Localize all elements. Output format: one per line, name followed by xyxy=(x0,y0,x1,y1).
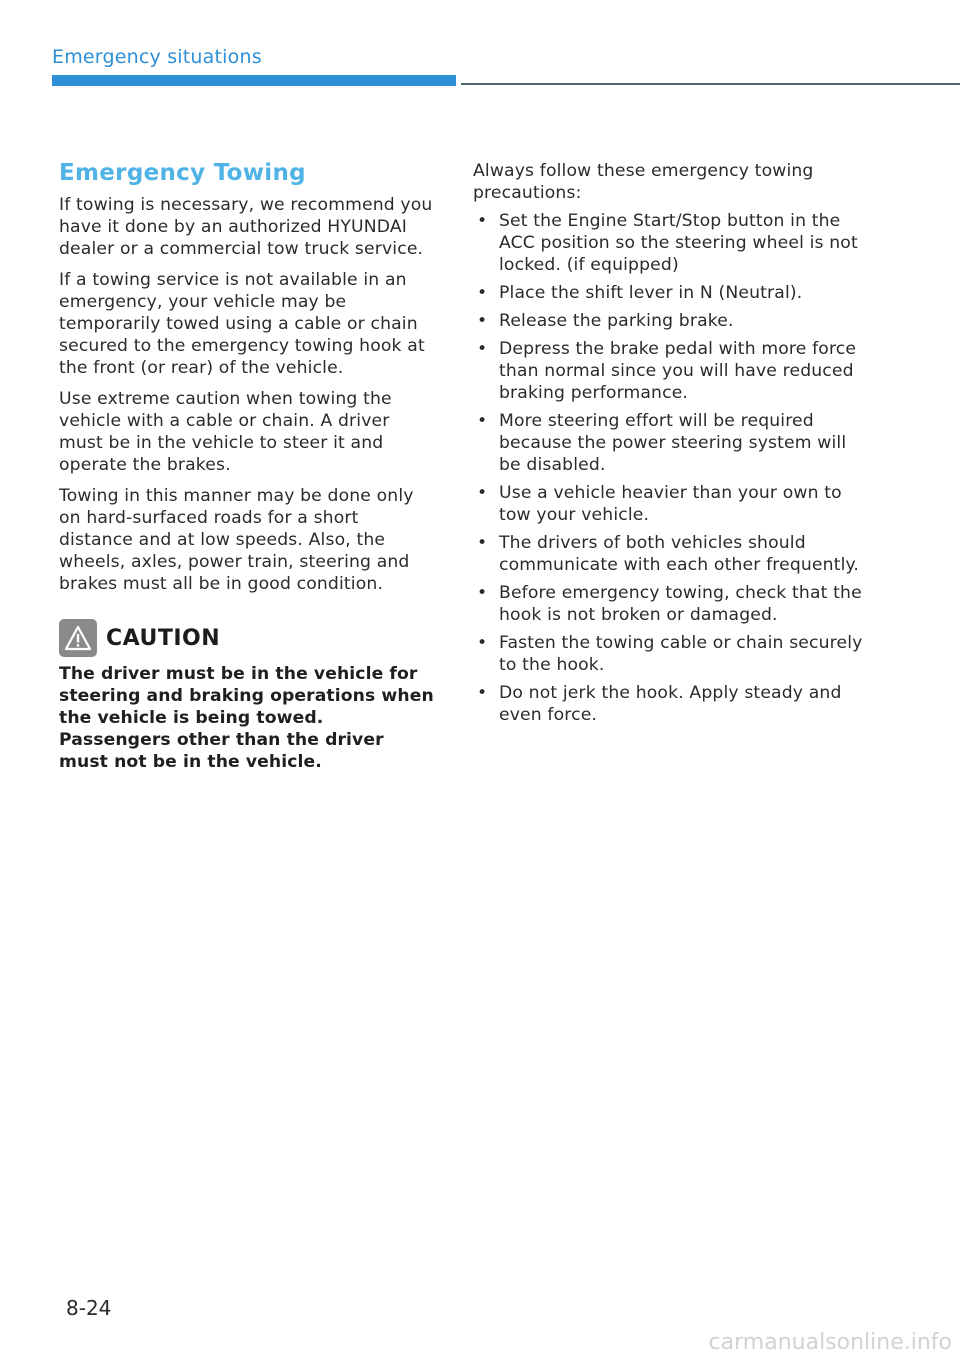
list-item xyxy=(473,532,863,576)
list-item xyxy=(473,632,863,676)
list-item-text: Use a vehicle heavier than your own to tow your vehicle. xyxy=(499,483,842,525)
list-item-text: Place the shift lever in N (Neutral). xyxy=(499,283,803,303)
list-item xyxy=(473,310,863,332)
left-column xyxy=(59,160,434,773)
list-item-text: Release the parking brake. xyxy=(499,311,734,331)
caution-box xyxy=(59,619,434,773)
bullet-icon: • xyxy=(477,211,488,231)
list-item-text: More steering effort will be required because the power steering system will be disabled. xyxy=(499,411,847,475)
right-column xyxy=(473,160,863,732)
intro-paragraph: Always follow these emergency towing precautions: xyxy=(473,161,814,203)
list-item-text: Do not jerk the hook. Apply steady and even force. xyxy=(499,683,842,725)
list-item xyxy=(473,482,863,526)
list-item xyxy=(473,282,863,304)
list-item-text: Depress the brake pedal with more force than normal since you will have reduced braking performance. xyxy=(499,339,857,403)
header-section-title: Emergency situations xyxy=(52,46,262,68)
list-item xyxy=(473,338,863,404)
list-item-text: Set the Engine Start/Stop button in the ACC position so the steering wheel is not locked. (if equipped) xyxy=(499,211,858,275)
bullet-icon: • xyxy=(477,583,488,603)
list-item-text: Before emergency towing, check that the hook is not broken or damaged. xyxy=(499,583,862,625)
list-item xyxy=(473,682,863,726)
bullet-icon: • xyxy=(477,533,488,553)
bullet-icon: • xyxy=(477,633,488,653)
header-rule-thin xyxy=(461,83,960,85)
paragraph: Use extreme caution when towing the vehicle with a cable or chain. A driver must be in the vehicle to steer it and operate the brakes. xyxy=(59,389,392,475)
paragraph: If towing is necessary, we recommend you have it done by an authorized HYUNDAI dealer or a commercial tow truck service. xyxy=(59,195,433,259)
precautions-list xyxy=(473,210,863,726)
watermark: carmanualsonline.info xyxy=(708,1330,952,1355)
bullet-icon: • xyxy=(477,283,488,303)
header-rule-thick xyxy=(52,75,456,86)
bullet-icon: • xyxy=(477,311,488,331)
bullet-icon: • xyxy=(477,339,488,359)
page-number: 8-24 xyxy=(66,1296,112,1320)
caution-label: CAUTION xyxy=(106,625,221,651)
list-item xyxy=(473,582,863,626)
list-item-text: Fasten the towing cable or chain securely to the hook. xyxy=(499,633,863,675)
bullet-icon: • xyxy=(477,411,488,431)
warning-triangle-icon xyxy=(59,619,97,657)
paragraph: If a towing service is not available in an emergency, your vehicle may be temporarily towed using a cable or chain secured to the emergency towing hook at the front (or rear) of the vehicle. xyxy=(59,270,425,378)
list-item xyxy=(473,210,863,276)
bullet-icon: • xyxy=(477,683,488,703)
bullet-icon: • xyxy=(477,483,488,503)
section-heading: Emergency Towing xyxy=(59,160,306,186)
paragraph: Towing in this manner may be done only on hard-surfaced roads for a short distance and at low speeds. Also, the wheels, axles, power train, steering and brakes must all be in good condition. xyxy=(59,486,414,594)
list-item xyxy=(473,410,863,476)
caution-header xyxy=(59,619,434,657)
list-item-text: The drivers of both vehicles should communicate with each other frequently. xyxy=(499,533,859,575)
caution-text: The driver must be in the vehicle for steering and braking operations when the vehicle is being towed. Passengers other than the driver must not be in the vehicle. xyxy=(59,664,434,772)
